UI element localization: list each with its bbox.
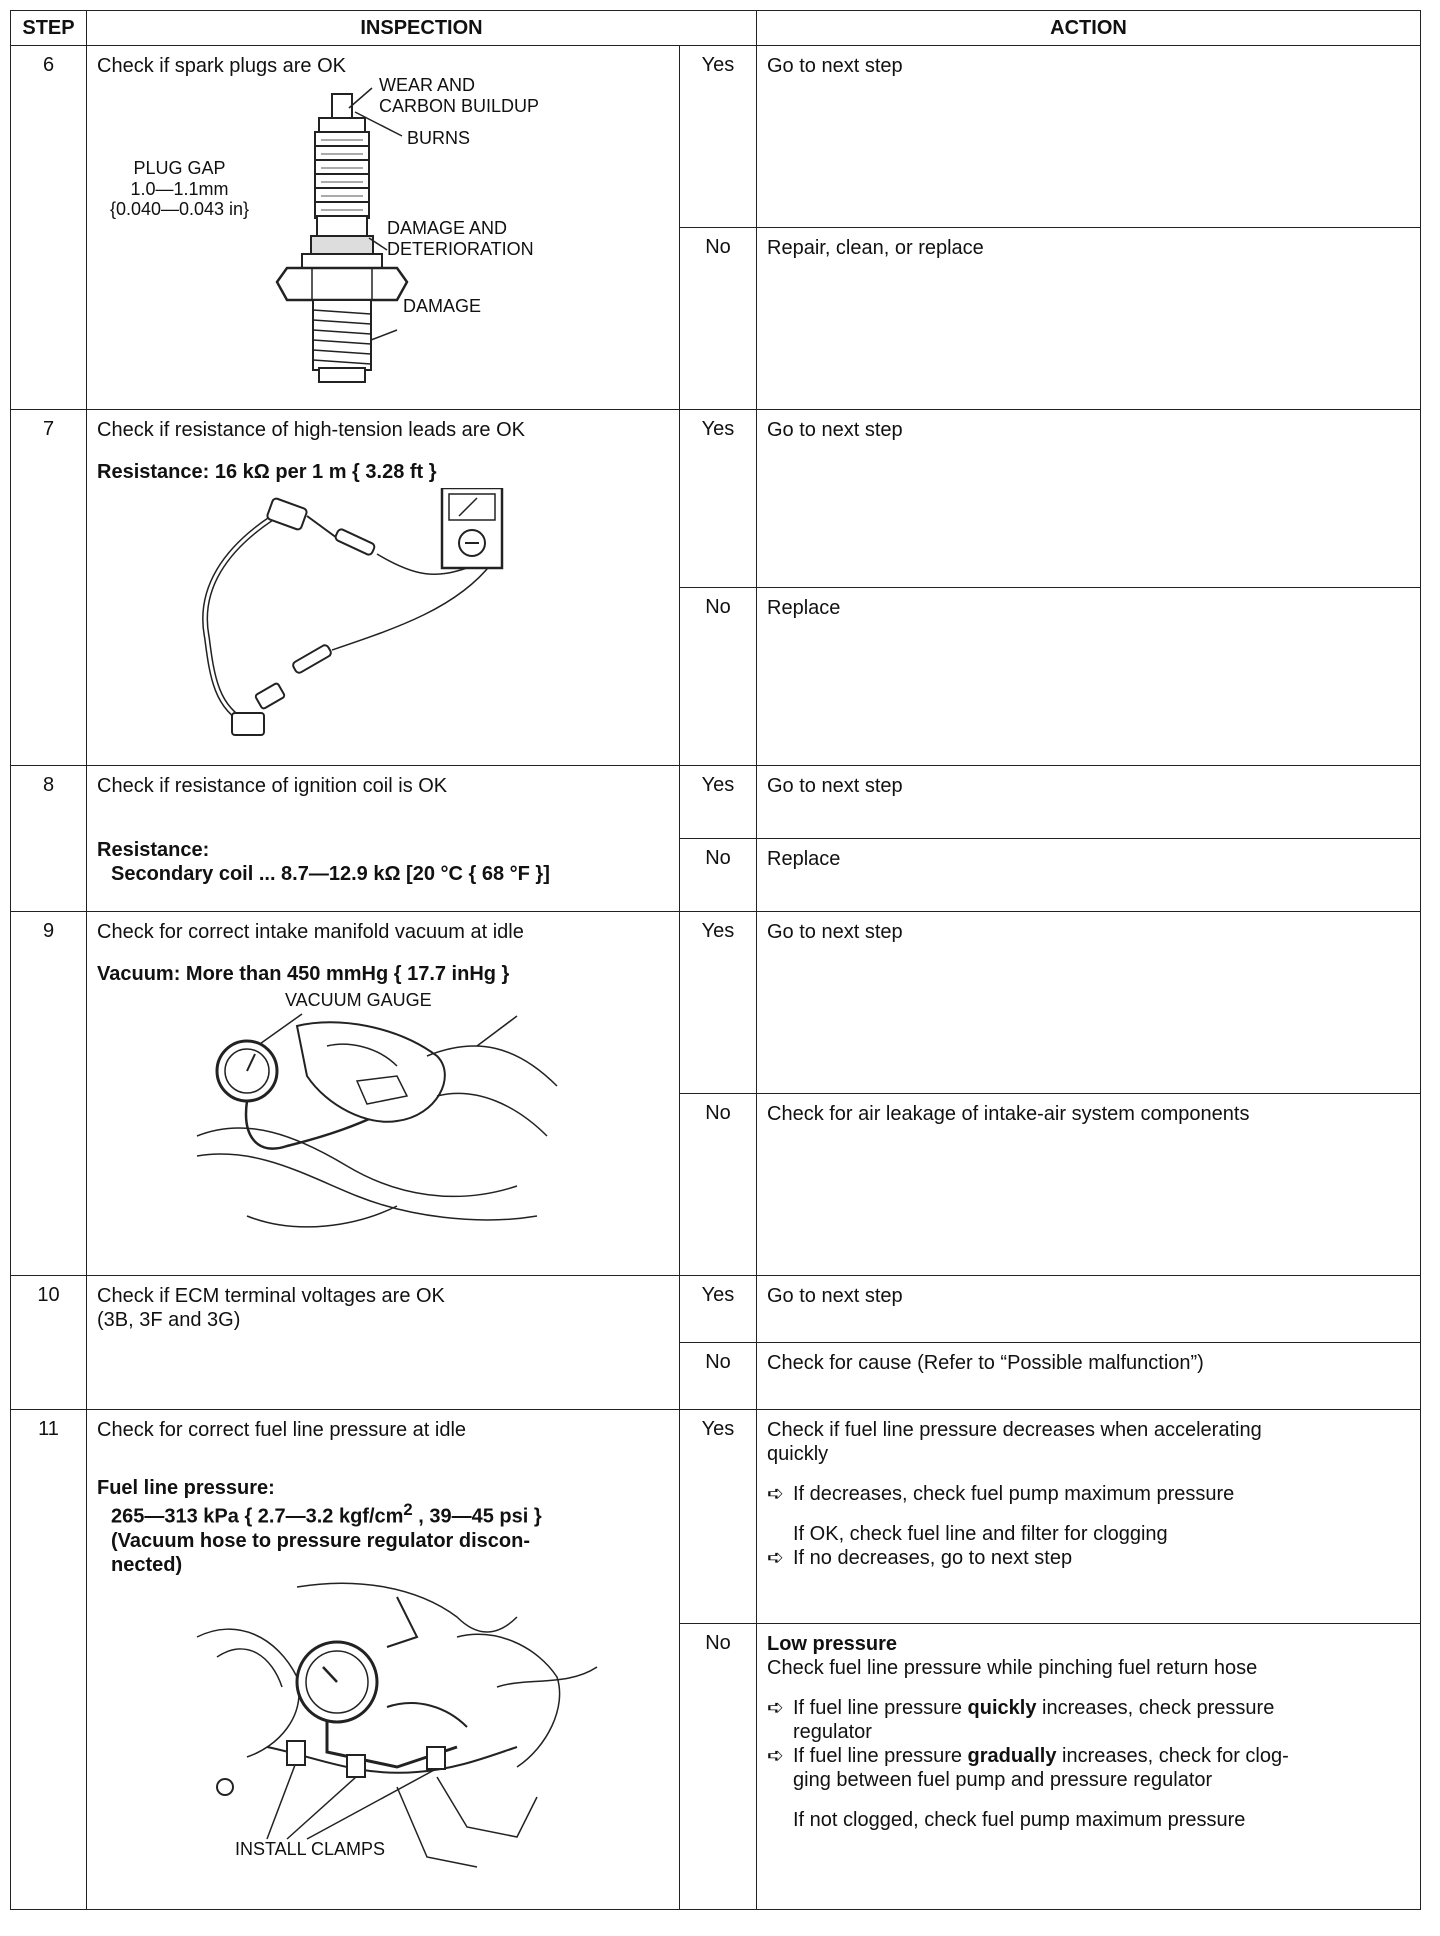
step-number: 6: [11, 46, 87, 410]
label-damage: DAMAGE: [403, 296, 482, 316]
diagnostic-table: [10, 10, 1421, 1910]
vacuum-gauge-figure: [97, 986, 669, 1246]
vacuum-gauge-illustration: [97, 986, 667, 1246]
yes-action-line4-text: If no decreases, go to next step: [793, 1547, 1073, 1569]
inspection-cell: [87, 46, 680, 410]
fuel-gauge-figure: [97, 1577, 669, 1877]
label-install-clamps: INSTALL CLAMPS: [235, 1838, 386, 1859]
yes-action-line2-text: If decreases, check fuel pump maximum pressure: [793, 1483, 1235, 1505]
spark-plug-illustration: [97, 78, 667, 398]
yes-label: Yes: [680, 766, 757, 839]
no-action-line3: [767, 1744, 1410, 1768]
yes-action-line2: [767, 1482, 1410, 1506]
label-vacuum-gauge: VACUUM GAUGE: [285, 990, 432, 1010]
step-number: 9: [11, 912, 87, 1276]
resistance-spec: Resistance: 16 kΩ per 1 m { 3.28 ft }: [97, 461, 437, 483]
yes-action: Go to next step: [757, 1276, 1421, 1343]
yes-action-line1b: quickly: [767, 1443, 829, 1465]
label-damage-deterioration: [387, 218, 534, 259]
fuel-pressure-kpa: 265—313 kPa { 2.7—3.2 kgf/cm: [111, 1505, 404, 1528]
no-a3-bold: gradually: [967, 1745, 1057, 1767]
label-burns: BURNS: [407, 128, 471, 148]
step-number: 8: [11, 766, 87, 912]
no-label: No: [680, 1094, 757, 1276]
table-row: [11, 1276, 1421, 1343]
fuel-pressure-title: Fuel line pressure:: [97, 1477, 275, 1499]
no-a2-rest: increases, check pressure: [1036, 1697, 1275, 1719]
no-a2-bold: quickly: [967, 1697, 1037, 1719]
no-action: Repair, clean, or replace: [757, 228, 1421, 410]
high-tension-lead-illustration: [97, 488, 667, 748]
yes-label: Yes: [680, 1410, 757, 1624]
no-action: Replace: [757, 839, 1421, 912]
yes-action: Go to next step: [757, 46, 1421, 228]
fuel-pressure-psi: , 39—45 psi }: [412, 1505, 542, 1528]
inspection-terminals: (3B, 3F and 3G): [97, 1309, 241, 1331]
inspection-cell: [87, 1410, 680, 1910]
yes-action: Go to next step: [757, 912, 1421, 1094]
label-plug-gap: [97, 158, 262, 220]
inspection-text: Check if resistance of high-tension leads are OK: [97, 419, 525, 441]
no-action: Check for cause (Refer to “Possible malfunction”): [757, 1343, 1421, 1410]
label-dd-line1: DAMAGE AND: [387, 218, 508, 238]
no-action-line3b: ging between fuel pump and pressure regulator: [793, 1769, 1213, 1791]
yes-label: Yes: [680, 1276, 757, 1343]
inspection-text: Check if resistance of ignition coil is OK: [97, 775, 448, 797]
no-a2-text: If fuel line pressure: [793, 1697, 968, 1719]
label-gap-line2: 1.0—1.1mm: [130, 178, 229, 199]
diagnostic-page: [10, 10, 1420, 1926]
inspection-cell: [87, 410, 680, 766]
vacuum-spec: Vacuum: More than 450 mmHg { 17.7 inHg }: [97, 963, 510, 985]
spark-plug-figure: [97, 75, 669, 398]
table-row: [11, 46, 1421, 228]
label-wear-line1: WEAR AND: [379, 75, 476, 95]
yes-action-line4: [767, 1546, 1410, 1570]
no-action: [757, 1624, 1421, 1910]
inspection-text: Check if spark plugs are OK: [97, 55, 346, 77]
resistance-spec-title: Resistance:: [97, 839, 210, 861]
no-a3-text: If fuel line pressure: [793, 1745, 968, 1767]
fuel-pressure-note2: nected): [111, 1553, 183, 1576]
arrow-icon: ➪: [767, 1745, 784, 1767]
label-wear-line2: CARBON BUILDUP: [379, 95, 540, 116]
fuel-gauge-illustration: [97, 1577, 667, 1877]
fuel-pressure-note1: (Vacuum hose to pressure regulator discon-: [111, 1529, 530, 1552]
arrow-icon: ➪: [767, 1697, 784, 1719]
no-action: Check for air leakage of intake-air system components: [757, 1094, 1421, 1276]
fuel-pressure-value: [97, 1500, 669, 1529]
inspection-text: Check for correct fuel line pressure at idle: [97, 1419, 467, 1441]
no-action-line2b: regulator: [793, 1721, 872, 1743]
table-row: [11, 410, 1421, 588]
yes-label: Yes: [680, 46, 757, 228]
no-label: No: [680, 1624, 757, 1910]
label-wear: [379, 75, 539, 116]
step-number: 10: [11, 1276, 87, 1410]
superscript: 2: [403, 1500, 413, 1519]
no-label: No: [680, 228, 757, 410]
table-header-row: [11, 11, 1421, 46]
header-step: STEP: [11, 11, 87, 46]
no-a3-rest: increases, check for clog-: [1056, 1745, 1289, 1767]
no-action: Replace: [757, 588, 1421, 766]
no-action-line2: [767, 1696, 1410, 1720]
table-row: [11, 1410, 1421, 1624]
header-inspection: INSPECTION: [87, 11, 757, 46]
table-row: [11, 912, 1421, 1094]
header-action: ACTION: [757, 11, 1421, 46]
yes-label: Yes: [680, 912, 757, 1094]
no-action-title: Low pressure: [767, 1633, 898, 1655]
arrow-icon: ➪: [767, 1547, 784, 1569]
no-label: No: [680, 839, 757, 912]
no-label: No: [680, 1343, 757, 1410]
inspection-cell: [87, 1276, 680, 1410]
yes-action-line1: Check if fuel line pressure decreases when accelerating: [767, 1419, 1262, 1441]
step-number: 11: [11, 1410, 87, 1910]
yes-action-line3: If OK, check fuel line and filter for clogging: [793, 1523, 1168, 1545]
arrow-icon: ➪: [767, 1483, 784, 1505]
no-label: No: [680, 588, 757, 766]
no-action-line1: Check fuel line pressure while pinching fuel return hose: [767, 1657, 1258, 1679]
table-row: [11, 766, 1421, 839]
inspection-cell: [87, 766, 680, 912]
no-action-line4: If not clogged, check fuel pump maximum pressure: [793, 1809, 1246, 1831]
yes-action: Go to next step: [757, 410, 1421, 588]
inspection-text: Check for correct intake manifold vacuum at idle: [97, 921, 524, 943]
inspection-cell: [87, 912, 680, 1276]
label-gap-line3: {0.040—0.043 in}: [109, 199, 250, 220]
yes-action: [757, 1410, 1421, 1624]
label-gap-line1: PLUG GAP: [133, 158, 226, 178]
step-number: 7: [11, 410, 87, 766]
resistance-spec-value: Secondary coil ... 8.7—12.9 kΩ [20 °C { 68 °F }]: [111, 863, 550, 885]
inspection-text: Check if ECM terminal voltages are OK: [97, 1285, 445, 1307]
yes-action: Go to next step: [757, 766, 1421, 839]
label-dd-line2: DETERIORATION: [387, 238, 534, 259]
yes-label: Yes: [680, 410, 757, 588]
